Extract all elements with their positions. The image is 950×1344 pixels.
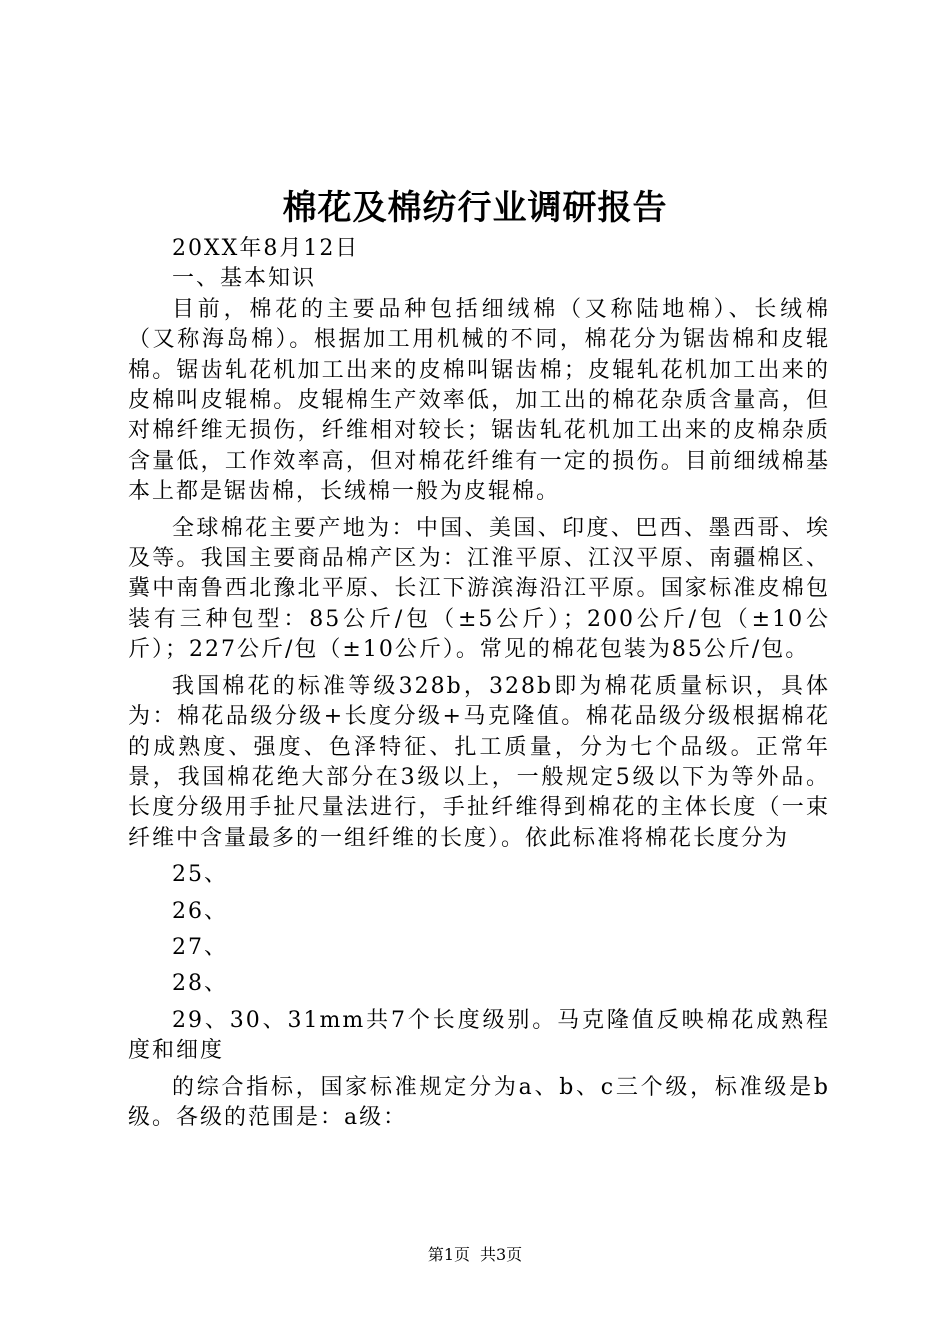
paragraph-varieties: 目前，棉花的主要品种包括细绒棉（又称陆地棉）、长绒棉（又称海岛棉）。根据加工用机械的不同，棉花分为锯齿棉和皮辊棉。锯齿轧花机加工出来的皮棉叫锯齿棉；皮辊轧花机加工出来的皮棉叫皮辊棉。皮辊棉生产效率低，加工出的棉花杂质含量高，但对棉纤维无损伤，纤维相对较长；锯齿轧花机加工出来的皮棉杂质含量低，工作效率高，但对棉花纤维有一定的损伤。目前细绒棉基本上都是锯齿棉，长绒棉一般为皮辊棉。 <box>128 296 830 505</box>
list-item: 26、 <box>172 898 228 924</box>
paragraph-grading: 我国棉花的标准等级328b，328b即为棉花质量标识，具体为：棉花品级分级+长度分级+马克隆值。棉花品级分级根据棉花的成熟度、强度、色泽特征、扎工质量，分为七个品级。正常年景，我国棉花绝大部分在3级以上，一般规定5级以下为等外品。长度分级用手扯尺量法进行，手扯纤维得到棉花的主体长度（一束纤维中含量最多的一组纤维的长度）。依此标准将棉花长度分为 <box>128 673 830 851</box>
paragraph-length-levels: 29、30、31mm共7个长度级别。马克隆值反映棉花成熟程度和细度 <box>128 1007 830 1064</box>
paragraph-micronaire: 的综合指标，国家标准规定分为a、b、c三个级，标准级是b级。各级的范围是：a级： <box>128 1074 830 1130</box>
section-heading: 一、基本知识 <box>172 266 317 292</box>
list-item: 27、 <box>172 934 228 960</box>
paragraph-regions: 全球棉花主要产地为：中国、美国、印度、巴西、墨西哥、埃及等。我国主要商品棉产区为：江淮平原、江汉平原、南疆棉区、冀中南鲁西北豫北平原、长江下游滨海沿江平原。国家标准皮棉包装有三种包型：85公斤/包（±5公斤）；200公斤/包（±10公斤）；227公斤/包（±10公斤）。常见的棉花包装为85公斤/包。 <box>128 515 830 663</box>
document-title: 棉花及棉纺行业调研报告 <box>282 188 668 228</box>
list-item: 28、 <box>172 971 228 997</box>
document-body <box>128 234 830 1133</box>
list-item: 25、 <box>172 862 228 888</box>
page-footer <box>0 1244 950 1266</box>
page-number: 第1页 <box>427 1245 470 1264</box>
page-total: 共3页 <box>480 1245 523 1264</box>
document-date: 20XX年8月12日 <box>172 236 360 261</box>
